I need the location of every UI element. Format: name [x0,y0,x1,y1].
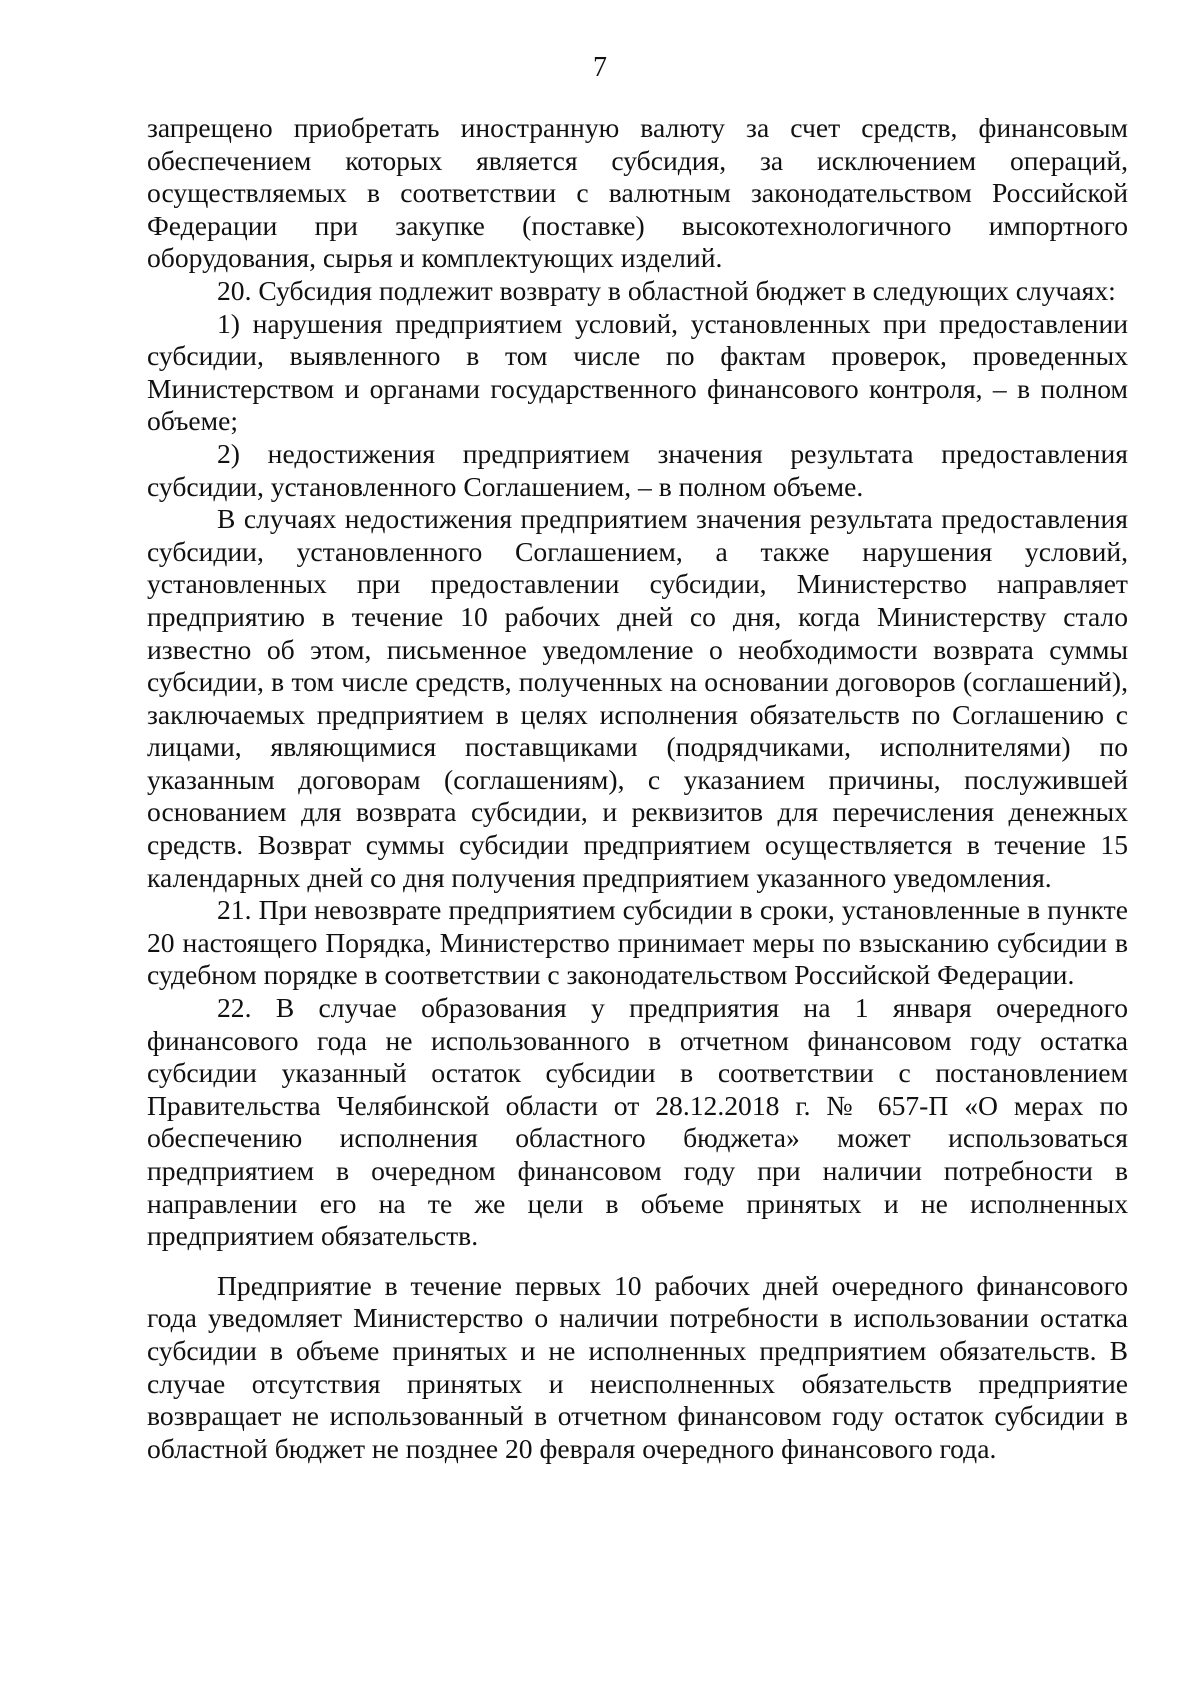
paragraph-notification: В случаях недостижения предприятием значения результата предоставления субсидии, установленного Соглашением, а также нарушения условий, установленных при предоставлении субсидии, Министерство направляет предприятию в течение 10 рабочих дней со дня, когда Министерству стало известно об этом, письменное уведомление о необходимости возврата суммы субсидии, в том числе средств, полученных на основании договоров (соглашений), заключаемых предприятием в целях исполнения обязательств по Соглашению с лицами, являющимися поставщиками (подрядчиками, исполнителями) по указанным договорам (соглашениям), с указанием причины, послужившей основанием для возврата субсидии, и реквизитов для перечисления денежных средств. Возврат суммы субсидии предприятием осуществляется в течение 15 календарных дней со дня получения предприятием указанного уведомления. [147,503,1128,893]
paragraph-subitem-2: 2) недостижения предприятием значения результата предоставления субсидии, установленного Соглашением, – в полном объеме. [147,437,1128,502]
paragraph-remainder-notice: Предприятие в течение первых 10 рабочих дней очередного финансового года уведомляет Министерство о наличии потребности в использовании остатка субсидии в объеме принятых и не исполненных предприятием обязательств. В случае отсутствия принятых и неисполненных обязательств предприятие возвращает не использованный в отчетном финансовом году остаток субсидии в областной бюджет не позднее 20 февраля очередного финансового года. [147,1269,1128,1464]
paragraph-item-22: 22. В случае образования у предприятия на 1 января очередного финансового года не использованного в отчетном финансовом году остатка субсидии указанный остаток субсидии в соответствии с постановлением Правительства Челябинской области от 28.12.2018 г. № 657-П «О мерах по обеспечению исполнения областного бюджета» может использоваться предприятием в очередном финансовом году при наличии потребности в направлении его на те же цели в объеме принятых и не исполненных предприятием обязательств. [147,992,1128,1252]
paragraph-subitem-1: 1) нарушения предприятием условий, установленных при предоставлении субсидии, выявленного в том числе по фактам проверок, проведенных Министерством и органами государственного финансового контроля, – в полном объеме; [147,307,1128,437]
page-number: 7 [593,52,607,83]
paragraph-item-21: 21. При невозврате предприятием субсидии в сроки, установленные в пункте 20 настоящего Порядка, Министерство принимает меры по взысканию субсидии в судебном порядке в соответствии с законодательством Российской Федерации. [147,894,1128,991]
paragraph-continuation: запрещено приобретать иностранную валюту за счет средств, финансовым обеспечением которых является субсидия, за исключением операций, осуществляемых в соответствии с валютным законодательством Российской Федерации при закупке (поставке) высокотехнологичного импортного оборудования, сырья и комплектующих изделий. [147,112,1128,274]
paragraph-item-20: 20. Субсидия подлежит возврату в областной бюджет в следующих случаях: [217,274,1116,306]
document-body [147,112,1128,1465]
